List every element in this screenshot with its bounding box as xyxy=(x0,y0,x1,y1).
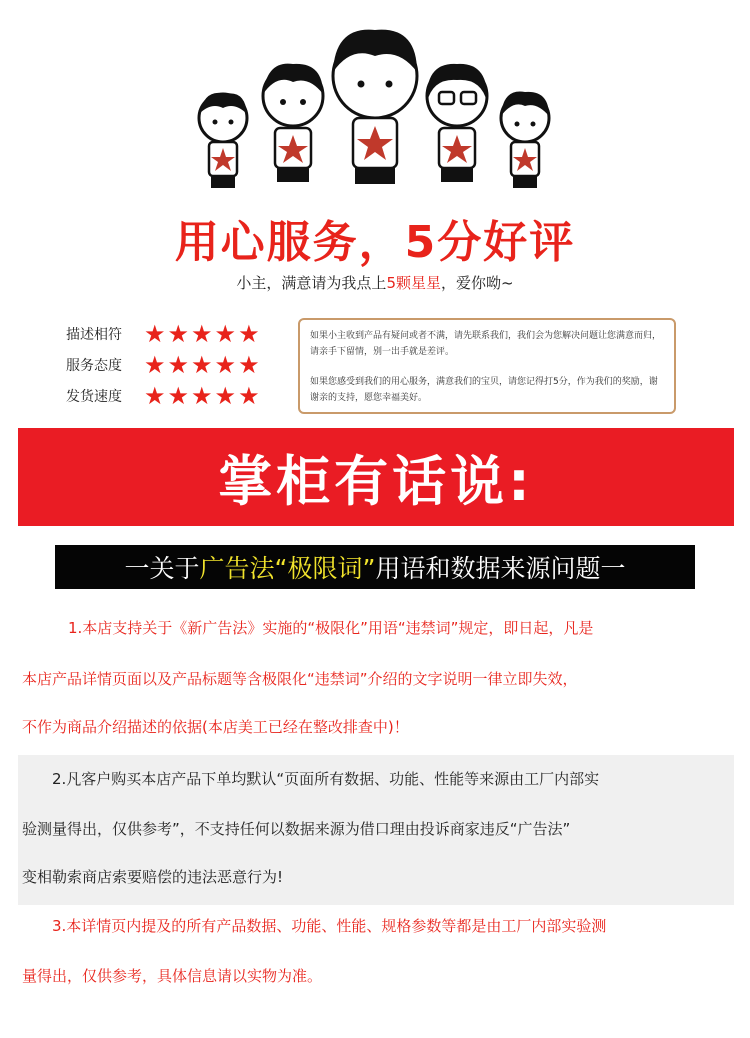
headline: 用心服务，5分好评 xyxy=(174,217,576,268)
star-icon: ★ xyxy=(191,382,213,410)
star-icon: ★ xyxy=(191,320,213,348)
paragraph-1 xyxy=(18,605,734,755)
star-icon: ★ xyxy=(238,382,260,410)
star-icon: ★ xyxy=(167,320,190,348)
star-icon: ★ xyxy=(144,320,166,348)
kid-2 xyxy=(263,64,323,182)
star-rating xyxy=(144,384,260,408)
note-paragraph-1: 如果小主收到产品有疑问或者不满，请先联系我们，我们会为您解决问题让您满意而归，请亲手下留情，别一出手就是差评。 xyxy=(310,331,662,357)
rating-label: 描述相符 xyxy=(66,327,122,343)
subline xyxy=(0,272,750,293)
star-icon: ★ xyxy=(214,382,237,410)
banner-title: 掌柜有话说: xyxy=(218,449,534,513)
note-box xyxy=(298,318,676,414)
kid-5 xyxy=(501,92,549,189)
cartoon-kids-illustration xyxy=(185,18,565,198)
kid-4 xyxy=(427,64,487,182)
banner xyxy=(18,428,734,526)
paragraph-line: 3.本详情页内提及的所有产品数据、功能、性能、规格参数等都是由工厂内部实验测 xyxy=(52,917,607,935)
star-icon: ★ xyxy=(191,351,213,379)
star-icon: ★ xyxy=(144,382,166,410)
paragraph-line: 1.本店支持关于《新广告法》实施的“极限化”用语“违禁词”规定，即日起，凡是 xyxy=(68,619,594,637)
paragraph-line: 2.凡客户购买本店产品下单均默认“页面所有数据、功能、性能等来源由工厂内部实 xyxy=(52,770,600,788)
star-icon: ★ xyxy=(167,382,190,410)
star-icon: ★ xyxy=(167,351,190,379)
paragraph-line: 本店产品详情页面以及产品标题等含极限化“违禁词”介绍的文字说明一律立即失效， xyxy=(22,670,578,688)
star-icon: ★ xyxy=(144,351,166,379)
rating-label: 发货速度 xyxy=(66,389,122,405)
star-icon: ★ xyxy=(238,320,260,348)
topic-before: 一关于 xyxy=(124,554,200,583)
kid-1 xyxy=(199,93,247,188)
topic-after: 用语和数据来源问题一 xyxy=(375,554,626,583)
star-icon: ★ xyxy=(214,320,237,348)
star-rating xyxy=(144,353,260,377)
rating-row-service xyxy=(66,351,260,379)
rating-row-description xyxy=(66,320,260,348)
subline-highlight: 5颗星星 xyxy=(386,274,441,292)
paragraph-3 xyxy=(18,905,734,1005)
paragraph-2 xyxy=(18,755,734,905)
paragraph-line: 不作为商品介绍描述的依据(本店美工已经在整改排查中)！ xyxy=(22,718,409,736)
topic-highlight: 广告法“极限词” xyxy=(199,554,376,583)
topic-bar xyxy=(55,545,695,589)
kid-3 xyxy=(333,30,417,184)
star-icon: ★ xyxy=(214,351,237,379)
subline-after: ，爱你呦~ xyxy=(440,274,514,292)
note-paragraph-2: 如果您感受到我们的用心服务，满意我们的宝贝，请您记得打5分，作为我们的奖励，谢谢亲的支持，愿您幸福美好。 xyxy=(310,377,658,403)
rating-label: 服务态度 xyxy=(66,358,122,374)
subline-before: 小主，满意请为我点上 xyxy=(236,274,387,292)
paragraph-line: 验测量得出，仅供参考”，不支持任何以数据来源为借口理由投诉商家违反“广告法” xyxy=(22,820,571,838)
star-icon: ★ xyxy=(238,351,260,379)
rating-row-shipping xyxy=(66,382,260,410)
paragraph-line: 量得出，仅供参考，具体信息请以实物为准。 xyxy=(22,967,323,985)
star-rating xyxy=(144,322,260,346)
paragraph-line: 变相勒索商店索要赔偿的违法恶意行为! xyxy=(22,868,284,886)
